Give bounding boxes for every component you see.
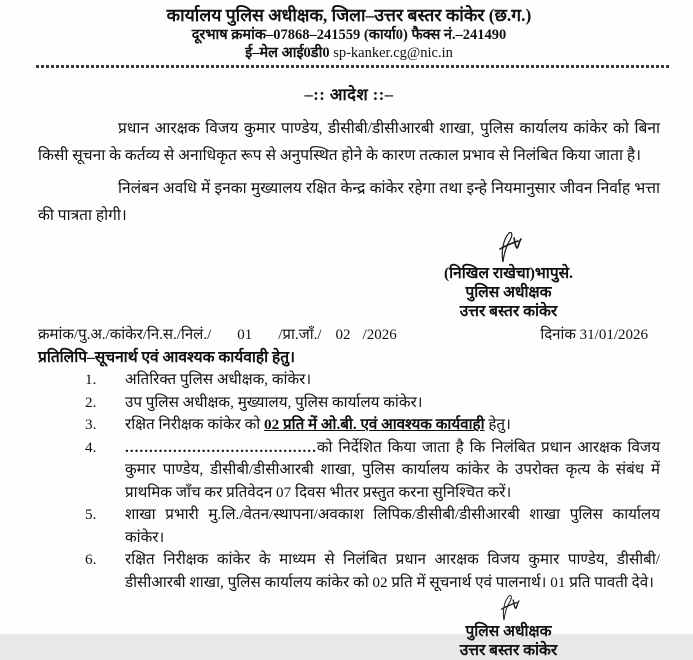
list-item-number: 5. — [85, 506, 97, 523]
list-item-number: 1. — [85, 371, 97, 388]
phone-fax-line: दूरभाष क्रमांक–07868–241559 (कार्या0) फैक्स नं.–241490 — [191, 27, 507, 43]
reference-serial: 01 — [237, 327, 253, 343]
list-item-text: उप पुलिस अधीक्षक, मुख्यालय, पुलिस कार्यालय कांकेर। — [125, 393, 423, 411]
reference-year: /2026 — [362, 327, 397, 343]
email-address: sp-kanker.cg@nic.in — [333, 45, 453, 61]
email-label: ई–मेल आई0डी0 — [245, 45, 330, 61]
reference-line — [38, 324, 660, 344]
list-item-text: शाखा प्रभारी मु.लि./वेतन/स्थापना/अवकाश लिपिक/डीसीबी/डीसीआरबी शाखा पुलिस कार्यालय कांकेर। — [125, 506, 660, 546]
signatory-designation: पुलिस अधीक्षक — [465, 623, 552, 640]
signature-mark-icon — [491, 231, 527, 264]
list-item-body: को निर्देशित किया जाता है कि निलंबित प्रधान आरक्षक विजय कुमार पाण्डेय, डीसीबी/डीसीआरबी शाखा, पुलिस कार्यालय कांकेर के उपरोक्त कृत्य के संबंध में प्राथमिक जाँच कर प्रतिवेदन 07 दिवस भीतर प्रस्तुत करना सुनिश्चित करें। — [125, 438, 660, 501]
letterhead — [38, 4, 660, 62]
office-name: कार्यालय पुलिस अधीक्षक, जिला–उत्तर बस्तर कांकेर (छ.ग.) — [166, 5, 532, 25]
signature-mark-icon — [494, 594, 524, 622]
list-item-text: रक्षित निरीक्षक कांकेर के माध्यम से निलंबित प्रधान आरक्षक विजय कुमार पाण्डेय, डीसीबी/डीसीआरबी शाखा, पुलिस कार्यालय कांकेर को 02 प्रति में सूचनार्थ एवं पालनार्थ। 01 प्रति पावती देवे। — [125, 551, 660, 591]
order-title: –:: आदेश ::– — [304, 85, 394, 104]
signatory-designation: पुलिस अधीक्षक — [465, 284, 552, 301]
list-item-number: 3. — [85, 416, 97, 433]
list-item-emphasis: 02 प्रति में ओ.बी. एवं आवश्यक कार्यवाही — [264, 416, 485, 433]
list-item-number: 2. — [85, 393, 97, 411]
signature-block-bottom — [401, 594, 616, 660]
order-paragraph-2: निलंबन अवधि में इनका मुख्यालय रक्षित केन्द्र कांकेर रहेगा तथा इन्हे नियमानुसार जीवन निर्वाह भत्ता की पात्रता होगी। — [38, 180, 660, 224]
list-item — [38, 549, 660, 594]
reference-number-prefix: क्रमांक/पु.अ./कांकेर/नि.स./निलं./ — [38, 327, 212, 343]
dashed-divider — [36, 65, 670, 68]
signature-block-top — [401, 231, 616, 321]
list-item — [38, 414, 660, 437]
list-item-suffix: हेतु। — [484, 416, 511, 433]
order-paragraph-1: प्रधान आरक्षक विजय कुमार पाण्डेय, डीसीबी/डीसीआरबी शाखा, पुलिस कार्यालय कांकेर को बिना किसी सूचना के कर्तव्य से अनाधिकृत रूप से अनुपस्थित होने के कारण तत्काल प्रभाव से निलंबित किया जाता है। — [38, 120, 660, 164]
list-item-prefix: रक्षित निरीक्षक कांकेर को — [125, 416, 265, 433]
list-item-text: अतिरिक्त पुलिस अधीक्षक, कांकेर। — [125, 371, 312, 388]
reference-middle: /प्रा.जाँ./ — [278, 327, 322, 343]
email-line — [38, 44, 660, 62]
copy-heading: प्रतिलिपि–सूचनार्थ एवं आवश्यक कार्यवाही हेतु। — [38, 349, 295, 366]
list-item-number: 4. — [85, 438, 97, 456]
reference-inquiry-number: 02 — [335, 327, 351, 343]
list-item — [38, 504, 660, 549]
signatory-place: उत्तर बस्तर कांकेर — [459, 642, 558, 659]
list-item-number: 6. — [85, 551, 97, 568]
blank-dotted-line: ........................................ — [125, 438, 317, 456]
list-item-text — [125, 437, 660, 505]
reference-date: दिनांक 31/01/2026 — [540, 327, 648, 343]
list-item — [38, 392, 660, 415]
list-item-text — [125, 414, 660, 437]
signatory-name: (निखिल राखेचा)भापुसे. — [444, 265, 573, 282]
signatory-place: उत्तर बस्तर कांकेर — [459, 303, 558, 320]
list-item — [38, 369, 660, 392]
copy-list — [38, 369, 660, 594]
list-item — [38, 437, 660, 505]
